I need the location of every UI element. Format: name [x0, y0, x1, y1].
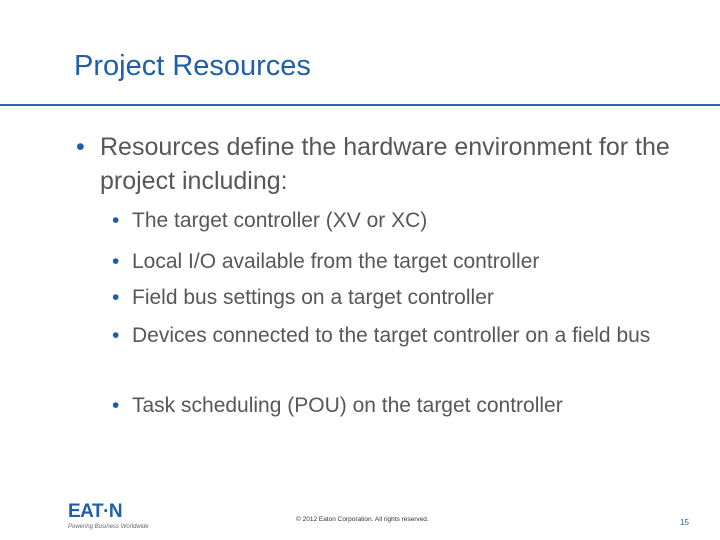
sub-bullet-1 [112, 207, 702, 235]
main-bullet-text: Resources define the hardware environment for the project including: [100, 133, 670, 195]
bullet-marker: • [112, 286, 120, 309]
logo-wordmark: EAT·N [68, 501, 123, 522]
slide-title: Project Resources [74, 50, 311, 82]
sub-bullet-4 [112, 322, 682, 350]
bullet-marker: • [112, 394, 120, 417]
bullet-marker: • [76, 133, 85, 161]
title-divider [0, 104, 720, 106]
sub-bullet-text: Field bus settings on a target controller [132, 286, 494, 309]
sub-bullet-2 [112, 248, 702, 276]
logo-tagline: Powering Business Worldwide [68, 524, 149, 530]
bullet-marker: • [112, 250, 120, 273]
main-bullet [76, 130, 696, 198]
sub-bullet-text: Local I/O available from the target controller [132, 250, 540, 273]
bullet-marker: • [112, 209, 120, 232]
sub-bullet-5 [112, 392, 702, 420]
sub-bullet-text: Task scheduling (POU) on the target controller [132, 394, 563, 417]
copyright-notice: © 2012 Eaton Corporation. All rights reserved. [296, 516, 429, 523]
sub-bullet-text: Devices connected to the target controller on a field bus [132, 324, 651, 347]
bullet-marker: • [112, 324, 120, 347]
sub-bullet-text: The target controller (XV or XC) [132, 209, 428, 232]
eaton-logo [68, 502, 148, 536]
sub-bullet-3 [112, 284, 702, 312]
page-number: 15 [680, 518, 689, 527]
